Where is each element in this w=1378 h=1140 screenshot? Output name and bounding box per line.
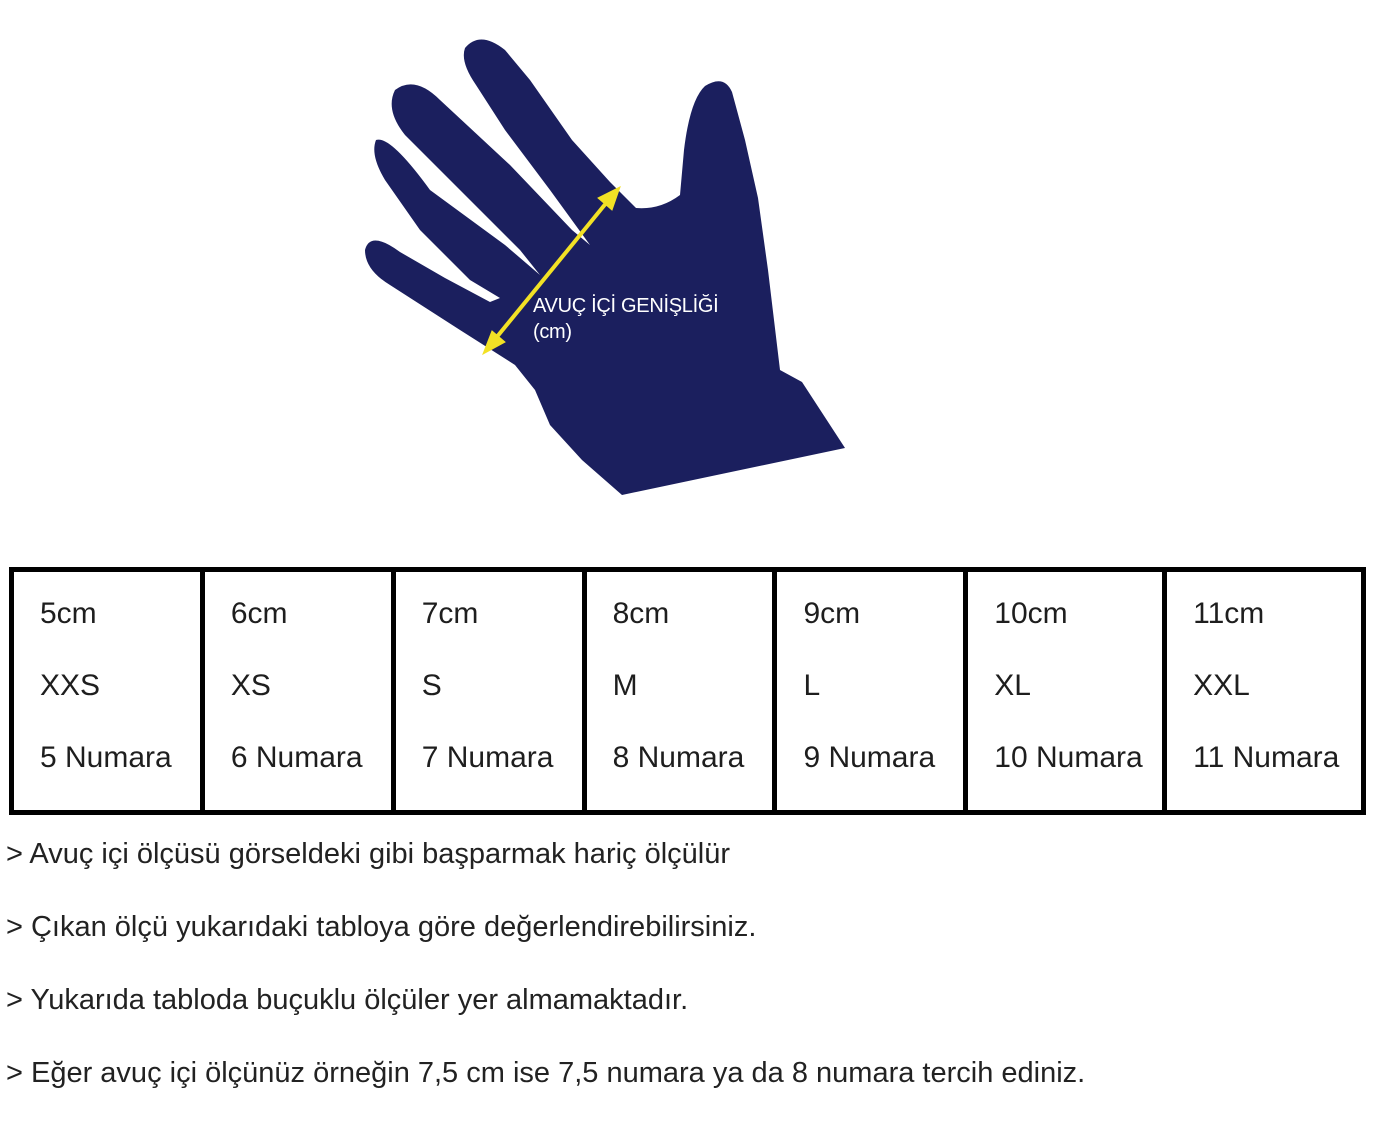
palm-width-label-line1: AVUÇ İÇİ GENİŞLİĞİ bbox=[533, 295, 719, 317]
palm-width-value: 5cm bbox=[40, 597, 97, 630]
size-table bbox=[9, 567, 1366, 815]
palm-width-value: 7cm bbox=[421, 597, 479, 630]
size-column-l bbox=[777, 572, 968, 810]
palm-width-label bbox=[533, 293, 718, 345]
size-letter: XXL bbox=[1193, 669, 1250, 702]
size-letter: XL bbox=[994, 669, 1031, 702]
note-item: > Avuç içi ölçüsü görseldeki gibi başparmak hariç ölçülür bbox=[6, 838, 731, 870]
size-letter: M bbox=[612, 669, 638, 702]
palm-width-value: 10cm bbox=[994, 597, 1068, 630]
size-column-xxl bbox=[1167, 572, 1361, 810]
size-column-xxs bbox=[14, 572, 205, 810]
size-letter: S bbox=[421, 669, 442, 702]
palm-width-value: 11cm bbox=[1193, 597, 1265, 630]
size-column-m bbox=[587, 572, 778, 810]
size-number: 6 Numara bbox=[230, 741, 363, 774]
size-number: 11 Numara bbox=[1193, 741, 1340, 774]
size-number: 8 Numara bbox=[612, 741, 745, 774]
size-number: 9 Numara bbox=[803, 741, 936, 774]
hand-icon bbox=[340, 30, 880, 510]
palm-width-value: 9cm bbox=[803, 597, 861, 630]
note-item: > Yukarıda tabloda buçuklu ölçüler yer almamaktadır. bbox=[6, 984, 689, 1016]
hand-silhouette bbox=[365, 39, 845, 495]
measurement-notes bbox=[6, 836, 1106, 1128]
size-number: 7 Numara bbox=[421, 741, 554, 774]
size-letter: XXS bbox=[40, 669, 101, 702]
size-column-xs bbox=[205, 572, 396, 810]
size-number: 10 Numara bbox=[994, 741, 1143, 774]
palm-width-value: 6cm bbox=[230, 597, 288, 630]
size-column-xl bbox=[968, 572, 1167, 810]
palm-width-label-line2: (cm) bbox=[533, 321, 572, 343]
note-item: > Eğer avuç içi ölçünüz örneğin 7,5 cm ise 7,5 numara ya da 8 numara tercih ediniz. bbox=[6, 1057, 1086, 1089]
size-letter: XS bbox=[230, 669, 271, 702]
note-item: > Çıkan ölçü yukarıdaki tabloya göre değerlendirebilirsiniz. bbox=[6, 911, 757, 943]
size-number: 5 Numara bbox=[40, 741, 172, 774]
hand-measurement-figure bbox=[340, 30, 880, 510]
size-letter: L bbox=[803, 669, 821, 702]
palm-width-value: 8cm bbox=[612, 597, 670, 630]
size-column-s bbox=[396, 572, 587, 810]
